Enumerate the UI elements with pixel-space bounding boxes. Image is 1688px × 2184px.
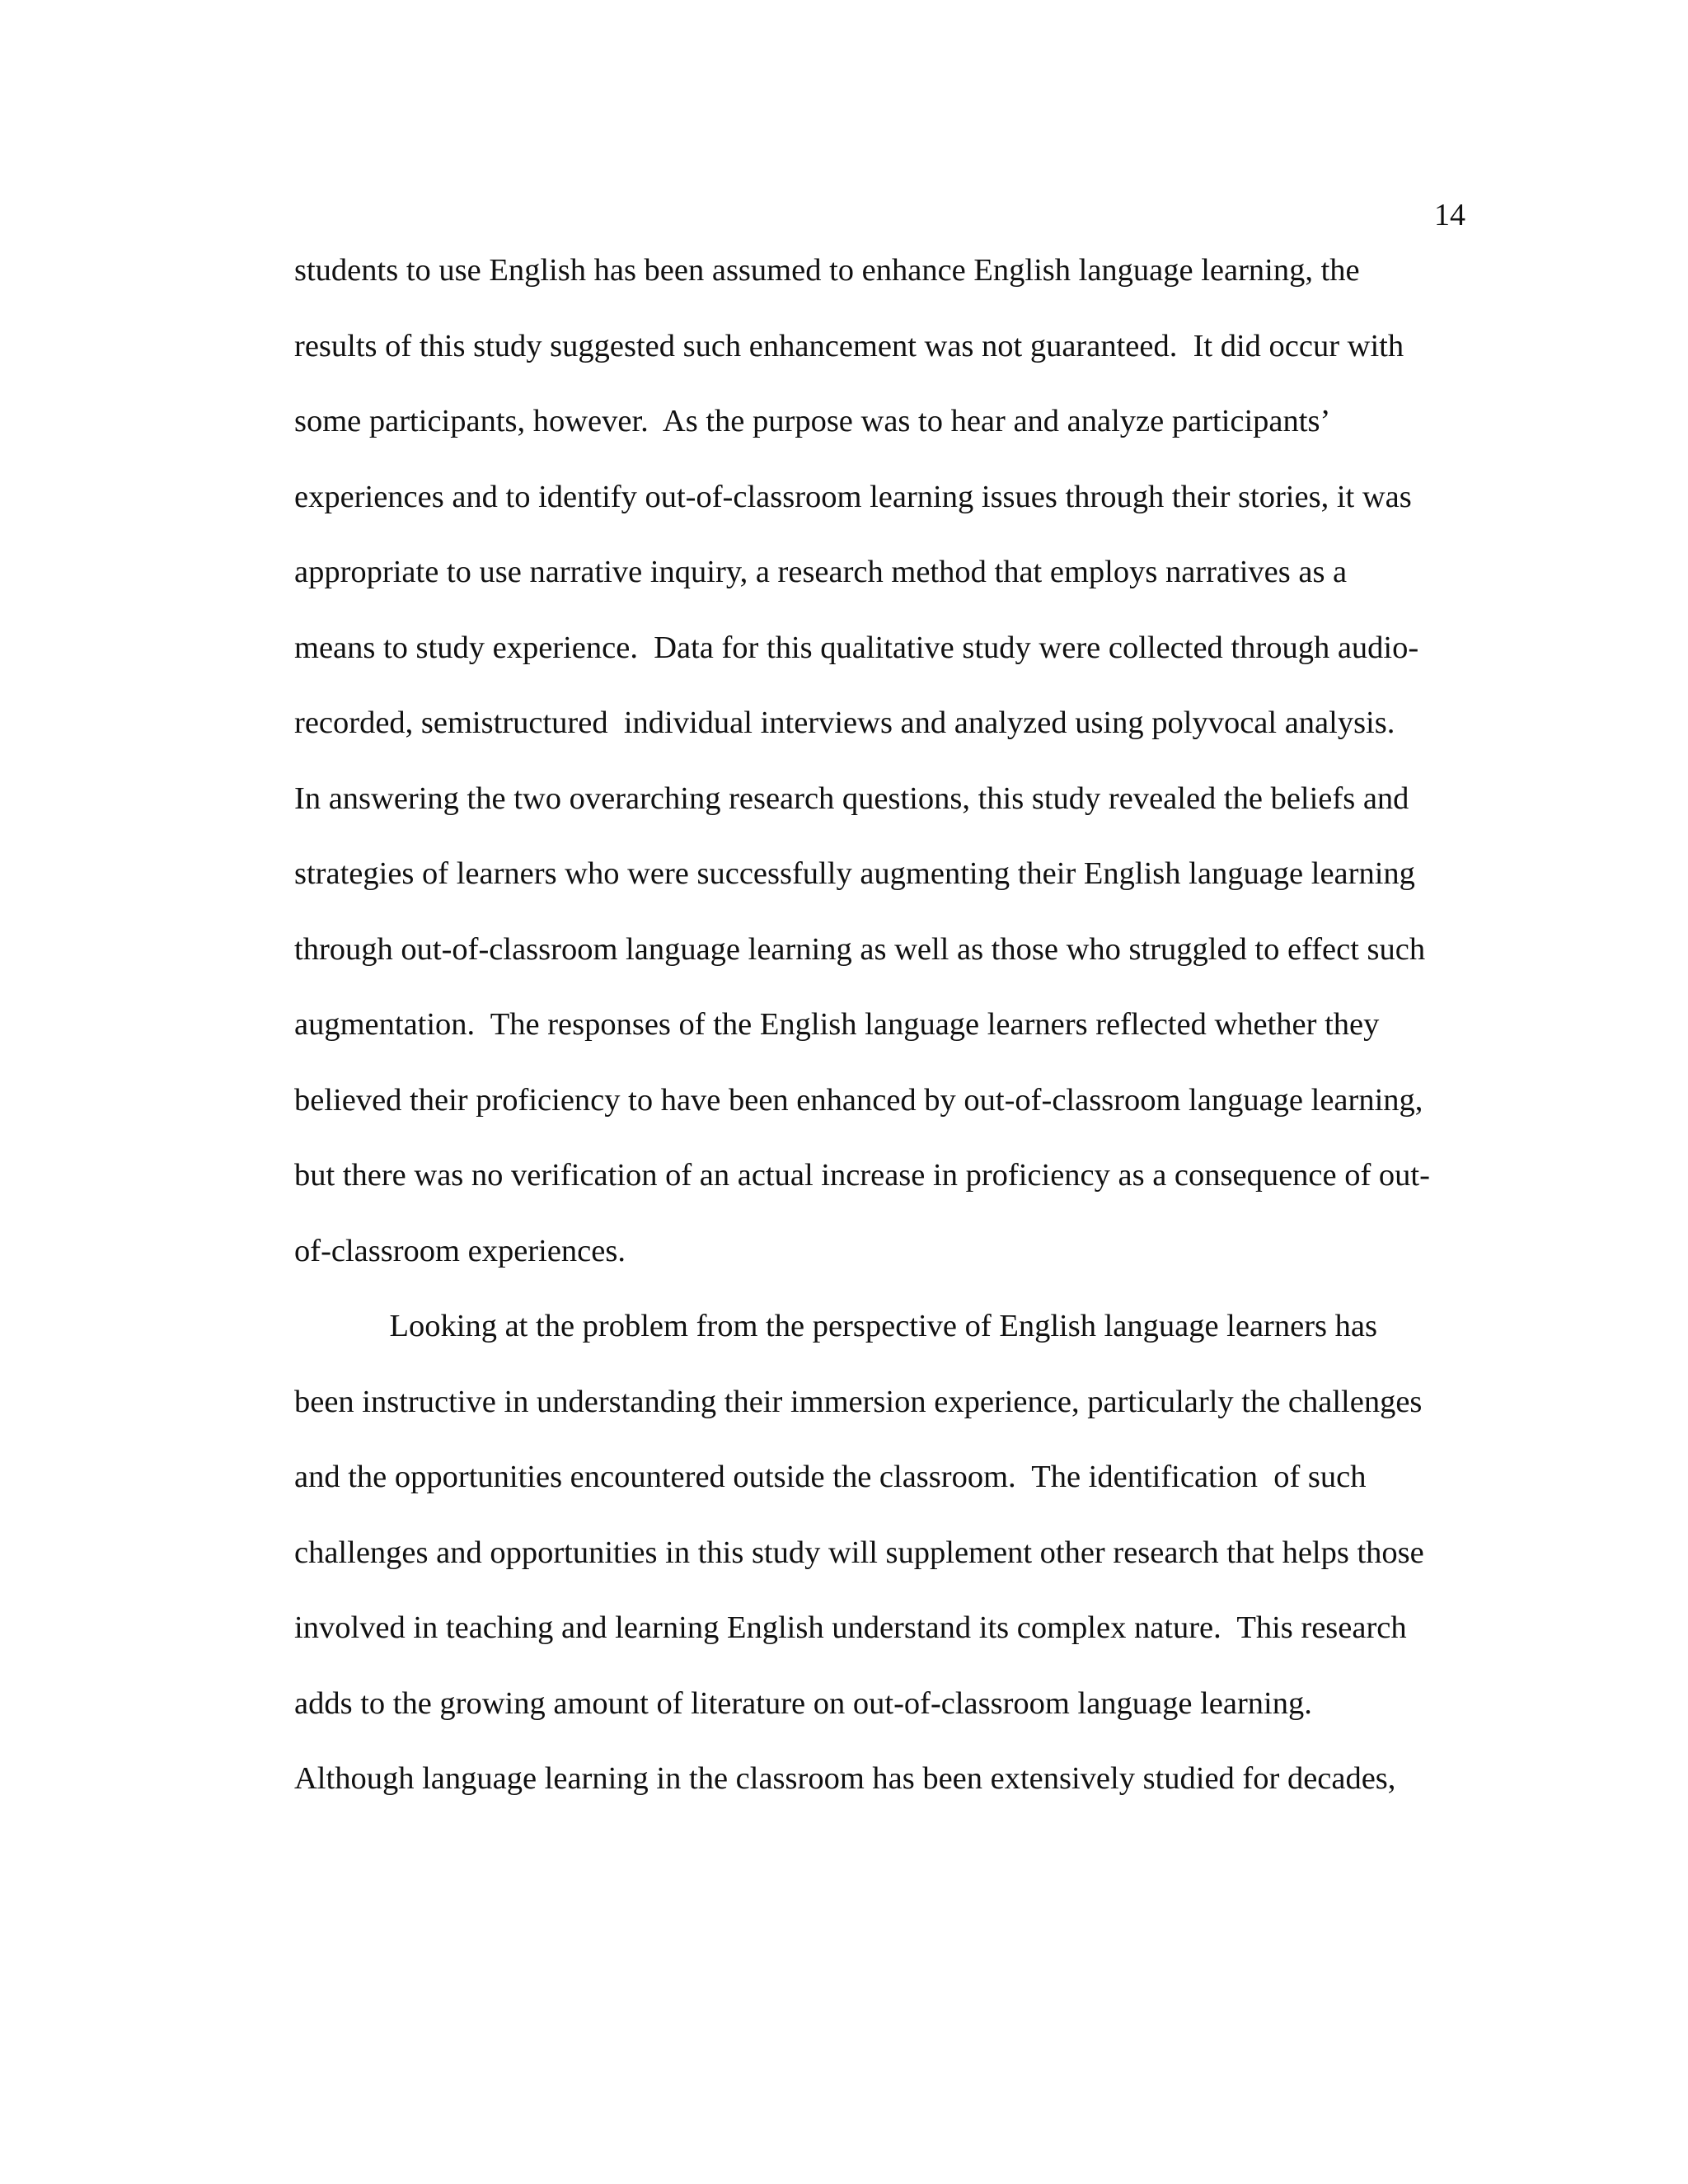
text-line: students to use English has been assumed to enhance English language learning, the	[294, 253, 1360, 288]
text-line: and the opportunities encountered outside the classroom. The identification of such	[294, 1460, 1367, 1494]
text-line: believed their proficiency to have been enhanced by out-of-classroom language learning,	[294, 1082, 1423, 1118]
text-line: through out-of-classroom language learning as well as those who struggled to effect such	[294, 931, 1426, 967]
text-line: results of this study suggested such enhancement was not guaranteed. It did occur with	[294, 328, 1404, 363]
text-line: challenges and opportunities in this study will supplement other research that helps those	[294, 1535, 1424, 1570]
text-line: means to study experience. Data for this qualitative study were collected through audio-	[294, 630, 1419, 665]
text-line: recorded, semistructured individual interviews and analyzed using polyvocal analysis.	[294, 705, 1395, 740]
text-line: augmentation. The responses of the English language learners reflected whether they	[294, 1007, 1380, 1042]
text-line: experiences and to identify out-of-classroom learning issues through their stories, it was	[294, 479, 1412, 514]
text-line: In answering the two overarching research questions, this study revealed the beliefs and	[294, 780, 1409, 816]
text-line: adds to the growing amount of literature on out-of-classroom language learning.	[294, 1685, 1312, 1721]
page-number: 14	[1434, 198, 1465, 232]
text-line: Looking at the problem from the perspective of English language learners has	[294, 1309, 1377, 1343]
text-line: strategies of learners who were successfully augmenting their English language learning	[294, 856, 1415, 891]
text-line: some participants, however. As the purpose was to hear and analyze participants’	[294, 404, 1331, 438]
text-line: been instructive in understanding their immersion experience, particularly the challenges	[294, 1384, 1423, 1419]
text-line: involved in teaching and learning English understand its complex nature. This research	[294, 1610, 1407, 1645]
text-line: of-classroom experiences.	[294, 1233, 626, 1268]
text-line: but there was no verification of an actual increase in proficiency as a consequence of out-	[294, 1158, 1430, 1193]
text-line: appropriate to use narrative inquiry, a research method that employs narratives as a	[294, 555, 1348, 589]
body-text	[294, 251, 1465, 1835]
text-line: Although language learning in the classroom has been extensively studied for decades,	[294, 1761, 1396, 1796]
